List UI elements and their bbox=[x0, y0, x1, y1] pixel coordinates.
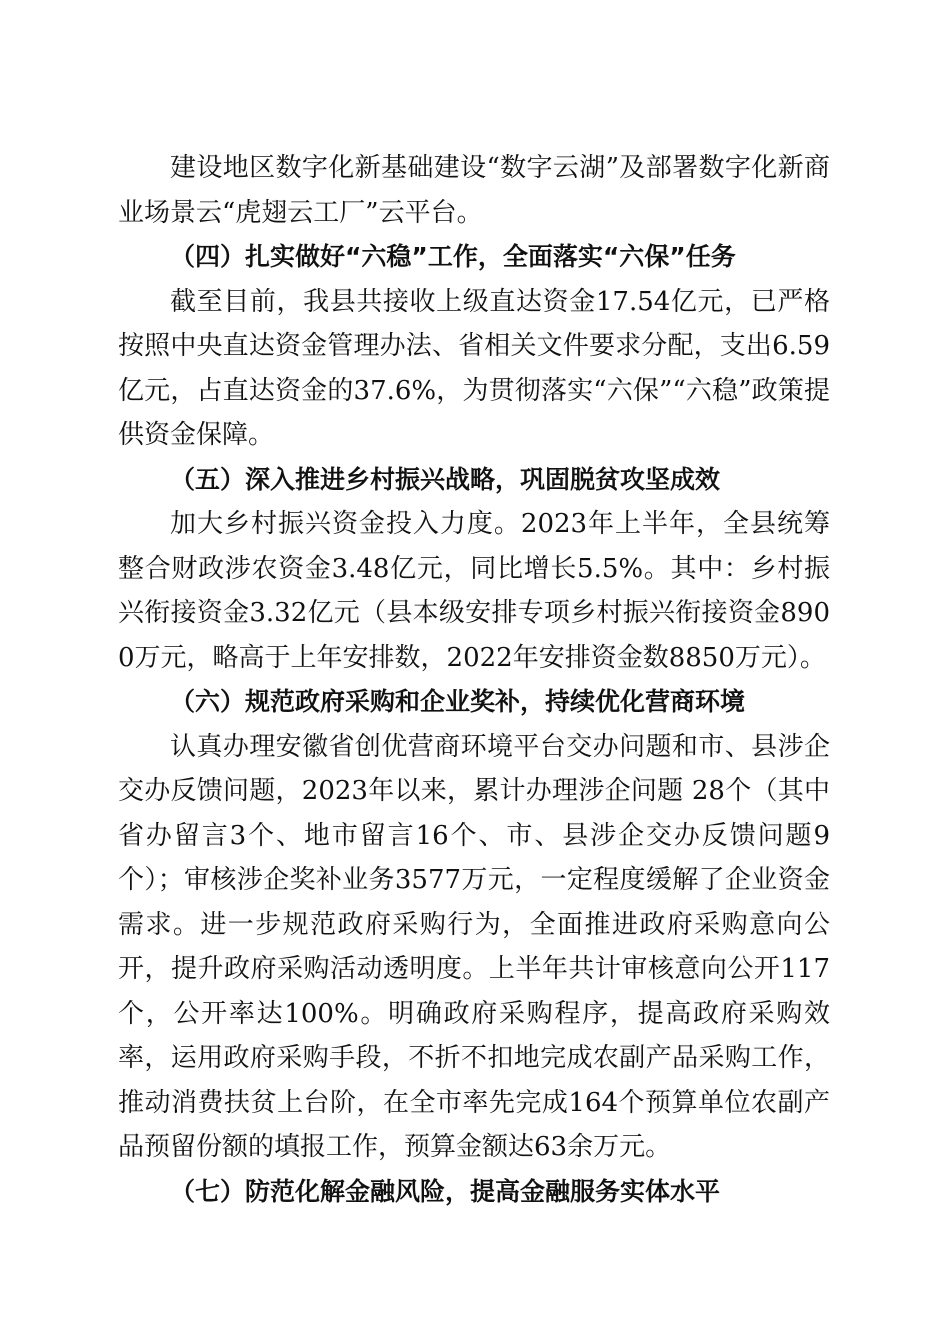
document-body bbox=[118, 146, 830, 1214]
section-heading-7: （七）防范化解金融风险，提高金融服务实体水平 bbox=[170, 1176, 721, 1206]
section-heading-4: （四）扎实做好“六稳”工作，全面落实“六保”任务 bbox=[170, 242, 736, 271]
section-heading-5: （五）深入推进乡村振兴战略，巩固脱贫攻坚成效 bbox=[170, 464, 721, 494]
paragraph-rural-revitalization: 加大乡村振兴资金投入力度。2023年上半年，全县统筹整合财政涉农资金3.48亿元，同比增长5.5%。其中：乡村振兴衔接资金3.32亿元（县本级安排专项乡村振兴衔接资金8900万元，略高于上年安排数，2022年安排资金数8850万元）。 bbox=[118, 509, 830, 673]
paragraph-digital-infrastructure: 建设地区数字化新基础建设“数字云湖”及部署数字化新商业场景云“虎翅云工厂”云平台。 bbox=[118, 153, 830, 228]
paragraph-direct-funds: 截至目前，我县共接收上级直达资金17.54亿元，已严格按照中央直达资金管理办法、省相关文件要求分配，支出6.59亿元，占直达资金的37.6%，为贯彻落实“六保”“六稳”政策提供资金保障。 bbox=[118, 286, 830, 450]
paragraph-procurement-business: 认真办理安徽省创优营商环境平台交办问题和市、县涉企交办反馈问题，2023年以来，累计办理涉企问题 28个（其中省办留言3个、地市留言16个、市、县涉企交办反馈问题9个）；审核涉企奖补业务3577万元，一定程度缓解了企业资金需求。进一步规范政府采购行为，全面推进政府采购意向公开，提升政府采购活动透明度。上半年共计审核意向公开117个，公开率达100%。明确政府采购程序，提高政府采购效率，运用政府采购手段，不折不扣地完成农副产品采购工作，推动消费扶贫上台阶，在全市率先完成164个预算单位农副产品预留份额的填报工作，预算金额达63余万元。 bbox=[118, 731, 830, 1162]
section-heading-6: （六）规范政府采购和企业奖补，持续优化营商环境 bbox=[170, 687, 746, 716]
